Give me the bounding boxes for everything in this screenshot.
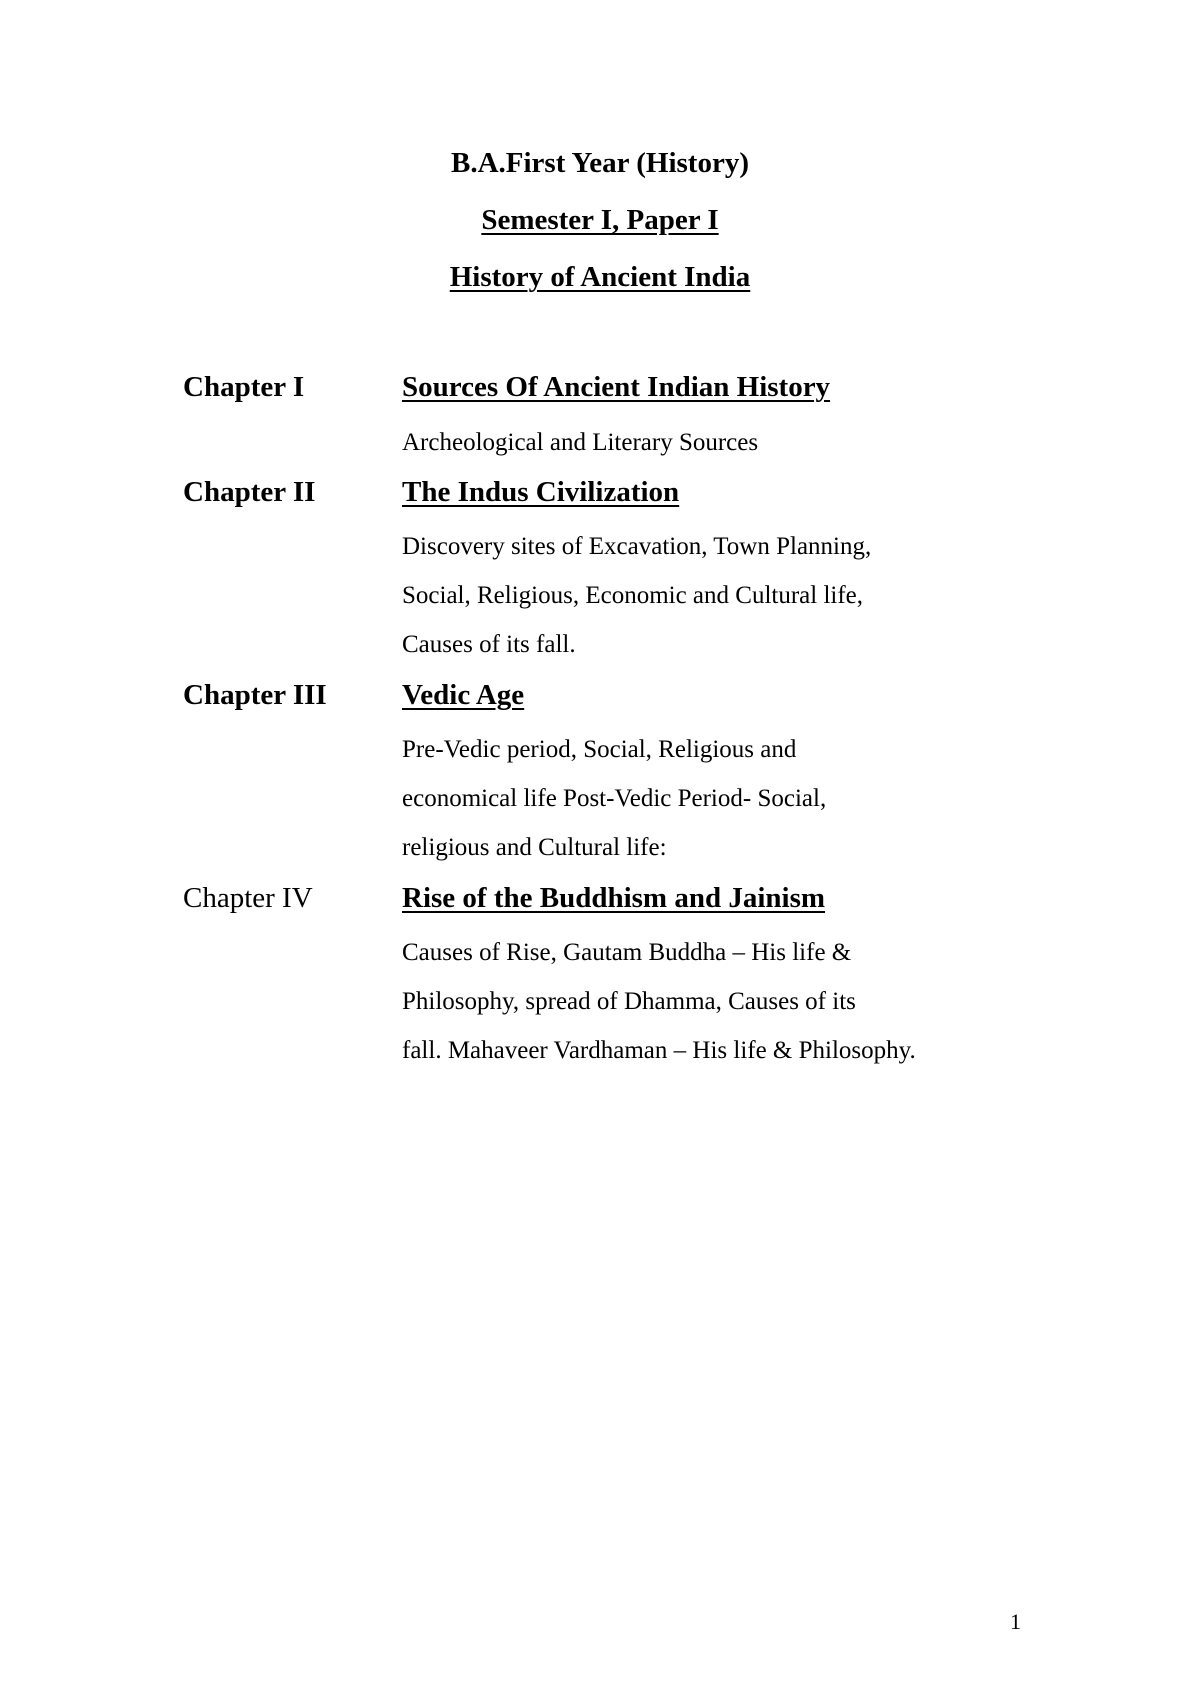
chapter-3-label: Chapter III <box>183 679 327 711</box>
chapter-3-description-line: economical life Post-Vedic Period- Social, <box>402 785 827 812</box>
semester-title: Semester I, Paper I <box>481 204 719 236</box>
chapter-2-description-line: Causes of its fall. <box>402 631 576 658</box>
chapter-4-label: Chapter IV <box>183 882 313 914</box>
chapter-3-description-line: religious and Cultural life: <box>402 834 667 861</box>
chapter-4-description-line: fall. Mahaveer Vardhaman – His life & Philosophy. <box>402 1037 916 1064</box>
chapter-1-description-line: Archeological and Literary Sources <box>402 429 759 456</box>
chapter-2-label: Chapter II <box>183 476 316 508</box>
chapter-3-title: Vedic Age <box>402 679 525 711</box>
chapter-2-description-line: Discovery sites of Excavation, Town Planning, <box>402 533 872 560</box>
chapter-3-description-line: Pre-Vedic period, Social, Religious and <box>402 736 797 763</box>
chapter-4-title: Rise of the Buddhism and Jainism <box>402 882 826 914</box>
chapter-2-title: The Indus Civilization <box>402 476 680 508</box>
chapter-4-description-line: Causes of Rise, Gautam Buddha – His life & <box>402 939 852 966</box>
page-number: 1 <box>1010 1609 1021 1634</box>
chapter-1-label: Chapter I <box>183 371 305 403</box>
chapter-4-description-line: Philosophy, spread of Dhamma, Causes of its <box>402 988 856 1015</box>
chapter-2-description-line: Social, Religious, Economic and Cultural life, <box>402 582 864 609</box>
course-title: B.A.First Year (History) <box>451 147 749 179</box>
subject-title: History of Ancient India <box>449 261 751 293</box>
chapter-1-title: Sources Of Ancient Indian History <box>402 371 831 403</box>
